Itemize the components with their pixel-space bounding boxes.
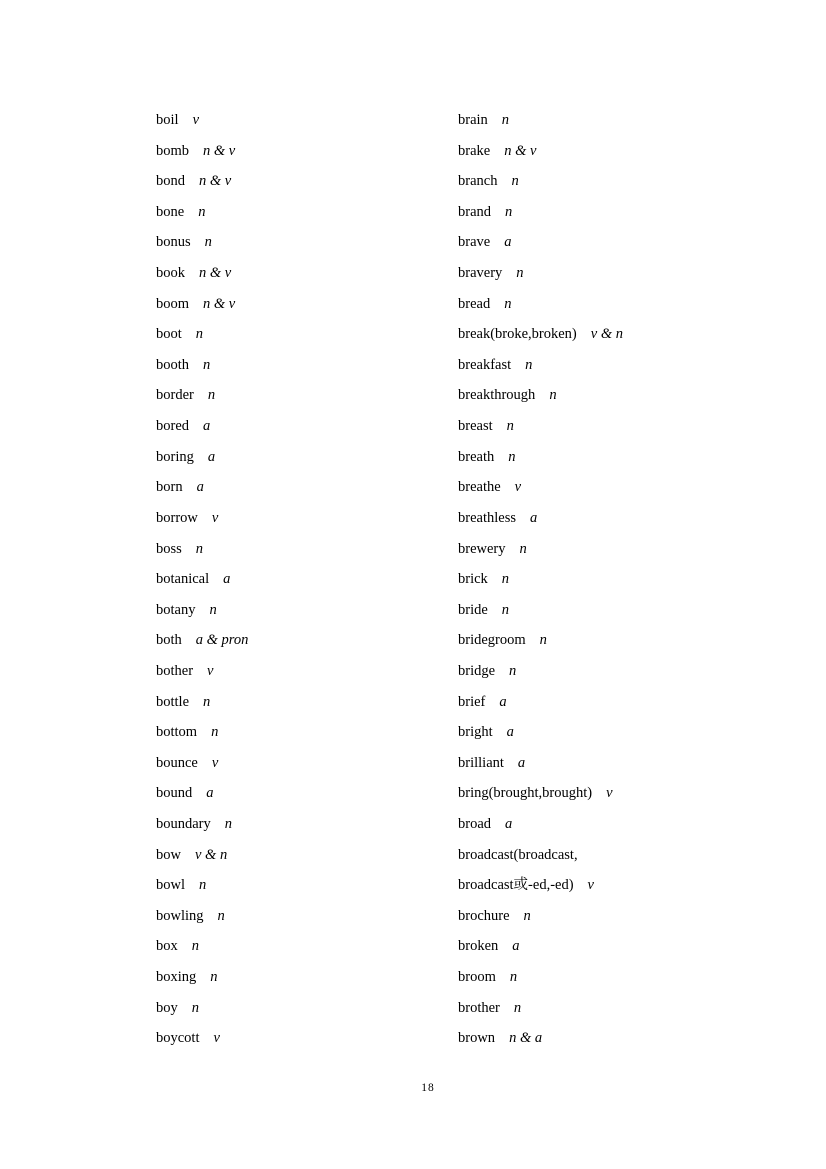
pos-label: a xyxy=(517,754,526,771)
word-text: boring xyxy=(156,448,194,465)
pos-label: n xyxy=(516,265,524,282)
word-text: botanical xyxy=(156,571,210,588)
word-text: bravery xyxy=(458,265,503,282)
word-entry xyxy=(458,993,623,1024)
word-text: breathe xyxy=(458,479,501,496)
pos-label: a & pron xyxy=(195,632,249,649)
word-entry xyxy=(458,595,623,626)
word-text: broadcast或-ed,-ed) xyxy=(458,877,574,894)
word-entry xyxy=(156,595,248,626)
pos-label: n xyxy=(217,907,225,924)
word-entry xyxy=(156,534,248,565)
word-text: boy xyxy=(156,999,178,1016)
word-entry xyxy=(458,319,623,350)
pos-label: n xyxy=(191,938,199,955)
pos-label: n xyxy=(549,387,557,404)
pos-label: n xyxy=(519,540,527,557)
pos-label: n xyxy=(511,173,519,190)
word-text: bomb xyxy=(156,142,190,159)
word-text: brand xyxy=(458,203,492,220)
word-entry xyxy=(458,564,623,595)
pos-label: a xyxy=(203,418,211,435)
word-entry xyxy=(156,350,248,381)
word-entry xyxy=(458,778,623,809)
pos-label: n xyxy=(203,356,211,373)
word-text: brochure xyxy=(458,907,510,924)
word-entry xyxy=(458,166,623,197)
word-entry xyxy=(458,809,623,840)
word-text: boundary xyxy=(156,816,211,833)
word-text: book xyxy=(156,265,185,282)
pos-label: a xyxy=(529,509,538,526)
word-text: bright xyxy=(458,724,493,741)
word-text: border xyxy=(156,387,194,404)
word-text: branch xyxy=(458,173,498,190)
word-text: bridegroom xyxy=(458,632,526,649)
pos-label: n xyxy=(505,203,513,220)
word-text: borrow xyxy=(156,509,198,526)
word-entry xyxy=(156,717,248,748)
word-entry xyxy=(458,748,623,779)
word-text: bone xyxy=(156,203,185,220)
word-entry xyxy=(156,778,248,809)
pos-label: n xyxy=(501,601,510,618)
pos-label: n xyxy=(509,969,518,986)
word-text: brewery xyxy=(458,540,506,557)
pos-label: n xyxy=(501,571,510,588)
word-entry xyxy=(458,840,623,871)
pos-label: n xyxy=(204,234,212,251)
pos-label: n xyxy=(508,448,516,465)
word-text: bored xyxy=(156,418,190,435)
word-text: broadcast(broadcast, xyxy=(458,846,578,863)
word-text: boss xyxy=(156,540,182,557)
pos-label: a xyxy=(512,938,520,955)
word-entry xyxy=(458,136,623,167)
word-entry xyxy=(458,534,623,565)
pos-label: v xyxy=(514,479,522,496)
word-text: bowling xyxy=(156,907,204,924)
word-text: brown xyxy=(458,1030,496,1047)
word-entry xyxy=(458,289,623,320)
pos-label: n & v xyxy=(203,142,236,159)
pos-label: n & v xyxy=(504,142,537,159)
word-entry xyxy=(156,1023,248,1054)
word-entry xyxy=(458,503,623,534)
word-text: broad xyxy=(458,816,492,833)
word-entry xyxy=(156,289,248,320)
word-entry xyxy=(156,319,248,350)
word-text: break(broke,broken) xyxy=(458,326,577,343)
pos-label: a xyxy=(223,571,231,588)
word-entry xyxy=(458,105,623,136)
word-text: bride xyxy=(458,601,488,618)
word-entry xyxy=(156,840,248,871)
word-text: breakfast xyxy=(458,356,512,373)
word-entry xyxy=(458,717,623,748)
word-entry xyxy=(458,442,623,473)
pos-label: a xyxy=(505,816,513,833)
pos-label: n xyxy=(209,601,217,618)
pos-label: n xyxy=(539,632,547,649)
word-entry xyxy=(458,258,623,289)
word-text: broken xyxy=(458,938,499,955)
word-text: breakthrough xyxy=(458,387,536,404)
word-entry xyxy=(458,350,623,381)
word-entry xyxy=(156,748,248,779)
pos-label: v & n xyxy=(590,326,623,343)
word-entry xyxy=(156,227,248,258)
word-entry xyxy=(156,442,248,473)
word-entry xyxy=(156,258,248,289)
word-entry xyxy=(156,564,248,595)
word-text: booth xyxy=(156,356,190,373)
word-text: bow xyxy=(156,846,181,863)
pos-label: n xyxy=(523,907,531,924)
pos-label: n & v xyxy=(203,295,236,312)
word-text: brick xyxy=(458,571,488,588)
word-text: bonus xyxy=(156,234,191,251)
word-entry xyxy=(156,503,248,534)
word-entry xyxy=(458,472,623,503)
pos-label: v xyxy=(211,754,219,771)
word-entry xyxy=(458,870,623,901)
word-text: bowl xyxy=(156,877,185,894)
pos-label: a xyxy=(506,724,514,741)
pos-label: n xyxy=(513,999,522,1016)
word-text: botany xyxy=(156,601,196,618)
pos-label: v xyxy=(606,785,613,802)
word-entry xyxy=(156,625,248,656)
word-text: brother xyxy=(458,999,500,1016)
word-entry xyxy=(156,809,248,840)
pos-label: n xyxy=(211,724,219,741)
pos-label: n xyxy=(195,326,204,343)
word-text: breathless xyxy=(458,509,516,526)
word-entry xyxy=(458,931,623,962)
pos-label: v xyxy=(587,877,594,894)
word-entry xyxy=(156,136,248,167)
pos-label: n & v xyxy=(199,173,232,190)
pos-label: n & a xyxy=(509,1030,543,1047)
word-text: bridge xyxy=(458,662,496,679)
pos-label: v xyxy=(213,1030,220,1047)
word-entry xyxy=(458,197,623,228)
pos-label: v & n xyxy=(194,846,228,863)
pos-label: a xyxy=(196,479,204,496)
word-entry xyxy=(458,625,623,656)
pos-label: n xyxy=(224,816,233,833)
word-text: bottle xyxy=(156,693,190,710)
pos-label: n xyxy=(198,203,206,220)
word-entry xyxy=(458,901,623,932)
word-text: brave xyxy=(458,234,491,251)
word-text: bottom xyxy=(156,724,198,741)
word-entry xyxy=(458,227,623,258)
pos-label: n xyxy=(191,999,199,1016)
word-entry xyxy=(156,380,248,411)
word-entry xyxy=(156,901,248,932)
word-text: born xyxy=(156,479,183,496)
word-entry xyxy=(156,687,248,718)
word-entry xyxy=(156,931,248,962)
pos-label: v xyxy=(207,662,214,679)
word-text: breast xyxy=(458,418,493,435)
word-text: brain xyxy=(458,112,488,128)
word-text: bounce xyxy=(156,754,198,771)
word-text: bond xyxy=(156,173,185,190)
page-number: 18 xyxy=(421,1082,435,1094)
word-entry xyxy=(156,962,248,993)
word-entry xyxy=(156,166,248,197)
word-text: breath xyxy=(458,448,495,465)
word-text: boot xyxy=(156,326,182,343)
pos-label: n xyxy=(506,418,514,435)
pos-label: n xyxy=(195,540,204,557)
word-text: boycott xyxy=(156,1030,200,1047)
word-list-column-right xyxy=(458,105,623,1054)
word-entry xyxy=(156,993,248,1024)
word-entry xyxy=(156,105,248,136)
pos-label: n xyxy=(501,112,510,128)
word-text: boom xyxy=(156,295,190,312)
pos-label: a xyxy=(504,234,512,251)
word-text: boil xyxy=(156,112,179,128)
pos-label: n xyxy=(509,662,517,679)
word-entry xyxy=(458,411,623,442)
word-text: broom xyxy=(458,969,496,986)
word-text: bound xyxy=(156,785,193,802)
pos-label: n xyxy=(207,387,216,404)
word-entry xyxy=(458,1023,623,1054)
word-text: brake xyxy=(458,142,491,159)
pos-label: n xyxy=(525,356,533,373)
word-text: brilliant xyxy=(458,754,504,771)
word-text: bring(brought,brought) xyxy=(458,785,593,802)
pos-label: v xyxy=(211,509,219,526)
pos-label: n xyxy=(203,693,211,710)
word-text: bread xyxy=(458,295,491,312)
word-entry xyxy=(458,380,623,411)
pos-label: a xyxy=(499,693,507,710)
word-entry xyxy=(458,687,623,718)
word-text: brief xyxy=(458,693,486,710)
word-text: both xyxy=(156,632,182,649)
word-text: box xyxy=(156,938,178,955)
word-entry xyxy=(458,656,623,687)
pos-label: n xyxy=(504,295,512,312)
pos-label: n & v xyxy=(199,265,232,282)
word-entry xyxy=(156,656,248,687)
word-list-column-left xyxy=(156,105,248,1054)
word-entry xyxy=(156,472,248,503)
pos-label: n xyxy=(199,877,207,894)
word-text: boxing xyxy=(156,969,197,986)
pos-label: a xyxy=(206,785,214,802)
word-text: bother xyxy=(156,662,194,679)
word-entry xyxy=(458,962,623,993)
word-entry xyxy=(156,870,248,901)
pos-label: v xyxy=(192,112,199,128)
word-entry xyxy=(156,197,248,228)
word-entry xyxy=(156,411,248,442)
pos-label: a xyxy=(207,448,216,465)
pos-label: n xyxy=(210,969,218,986)
